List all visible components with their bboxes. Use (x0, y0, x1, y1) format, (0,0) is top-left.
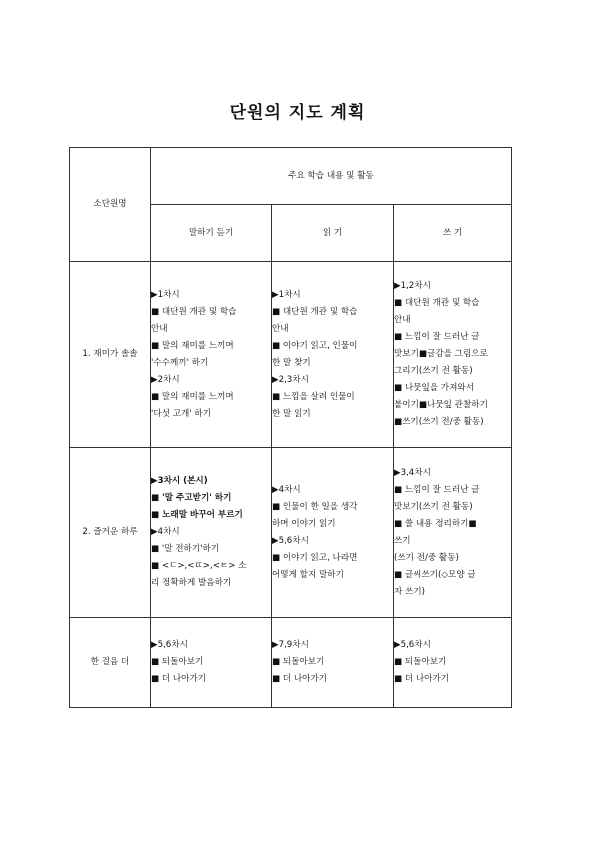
unit-name-cell: 1. 재미가 솔솔 (70, 262, 151, 448)
activity-line: ■ 이야기 읽고, 인물이 (272, 340, 358, 351)
activity-line: ▶4차시 (151, 527, 180, 537)
activity-line: 자 쓰기) (394, 586, 425, 597)
activity-line: 어떻게 할지 말하기 (272, 569, 344, 580)
activity-line: ■ 대단원 개관 및 학습 (151, 306, 237, 317)
activity-line: ■ 느낌이 잘 드러난 글 (394, 332, 480, 342)
activity-line: ■ 대단원 개관 및 학습 (272, 306, 358, 317)
activity-line: ▶2차시 (151, 374, 180, 385)
activity-line: ■ 더 나아가기 (272, 674, 328, 684)
activity-line: ■ 더 나아가기 (394, 674, 450, 684)
activity-line: ■ 말의 재미를 느끼며 (151, 340, 234, 351)
activity-line: 한 말 찾기 (272, 357, 311, 368)
reading-cell (272, 448, 394, 618)
activity-line: ■ 노래말 바꾸어 부르기 (151, 510, 243, 520)
reading-cell (272, 262, 394, 448)
activity-line: (쓰기 전/중 활동) (394, 552, 459, 563)
activity-line: ■ 쓸 내용 정리하기■ (394, 518, 477, 529)
writing-cell (394, 262, 512, 448)
activity-line: ■ 느낌을 살려 인물이 (272, 391, 355, 402)
activity-line: ■ 대단원 개관 및 학습 (394, 298, 480, 308)
activity-line: ■ 느낌이 잘 드러난 글 (394, 484, 480, 495)
activity-line: 맛보기■글감을 그림으로 (394, 349, 488, 359)
activity-line: '수수께끼' 하기 (151, 357, 209, 368)
activity-line: ■ 되돌아보기 (272, 657, 325, 667)
activity-line: ▶5,6차시 (272, 535, 309, 546)
activity-line: ■ 말의 재미를 느끼며 (151, 391, 234, 402)
table-row (70, 448, 512, 618)
activity-line: ▶4차시 (272, 484, 301, 495)
activity-line: 쓰기 (394, 535, 411, 546)
activity-line: '다섯 고개' 하기 (151, 408, 211, 419)
activity-line: ■ 되돌아보기 (151, 657, 204, 667)
speaking-cell (151, 618, 272, 708)
table-row (70, 618, 512, 708)
unit-name-cell: 한 걸음 더 (70, 618, 151, 708)
speaking-cell (151, 448, 272, 618)
activity-line: 하며 이야기 읽기 (272, 518, 336, 529)
activity-line: ▶1,2차시 (394, 281, 431, 291)
speaking-cell (151, 262, 272, 448)
activity-line: 안내 (394, 315, 411, 325)
reading-cell (272, 618, 394, 708)
activity-line: 안내 (272, 323, 289, 334)
header-writing: 쓰 기 (394, 205, 512, 262)
activity-line: ▶5,6차시 (151, 640, 188, 650)
activity-line: ■ <ㄷ>,<ㄸ>,<ㅌ> 소 (151, 561, 247, 571)
activity-line: 붙이기■나뭇잎 관찰하기 (394, 400, 488, 410)
unit-name-cell: 2. 즐거운 하루 (70, 448, 151, 618)
writing-cell (394, 448, 512, 618)
activity-line: ■ 이야기 읽고, 나라면 (272, 552, 358, 563)
header-speaking-listening: 말하기 듣기 (151, 205, 272, 262)
activity-line: ■ 글씨쓰기(◇모양 글 (394, 569, 476, 580)
activity-line: ■쓰기(쓰기 전/중 활동) (394, 417, 484, 427)
activity-line: 그리기(쓰기 전 활동) (394, 366, 473, 376)
page-title: 단원의 지도 계획 (229, 103, 366, 123)
activity-line: ■ 나뭇잎을 가져와서 (394, 383, 474, 393)
activity-line: 맛보기(쓰기 전 활동) (394, 501, 473, 512)
writing-cell (394, 618, 512, 708)
activity-line: ▶1차시 (272, 289, 301, 300)
activity-line: ■ 인물이 한 일을 생각 (272, 501, 358, 512)
activity-line: 안내 (151, 323, 168, 334)
table-row (70, 262, 512, 448)
lesson-plan-table (69, 147, 512, 708)
header-unit-name: 소단원명 (70, 148, 151, 262)
activity-line: ▶7,9차시 (272, 640, 309, 650)
activity-line: 리 정확하게 발음하기 (151, 578, 232, 588)
activity-line: ■ 되돌아보기 (394, 657, 447, 667)
activity-line: ■ '말 주고받기' 하기 (151, 493, 232, 503)
activity-line: ▶1차시 (151, 289, 180, 300)
header-main-activities: 주요 학습 내용 및 활동 (151, 148, 512, 205)
activity-line: ■ '말 전하기'하기 (151, 544, 220, 554)
activity-line: ■ 더 나아가기 (151, 674, 207, 684)
activity-line: ▶3,4차시 (394, 467, 431, 478)
header-reading: 읽 기 (272, 205, 394, 262)
activity-line: 한 말 읽기 (272, 408, 311, 419)
activity-line: ▶2,3차시 (272, 374, 309, 385)
activity-line: ▶3차시 (본시) (151, 476, 208, 486)
activity-line: ▶5,6차시 (394, 640, 431, 650)
